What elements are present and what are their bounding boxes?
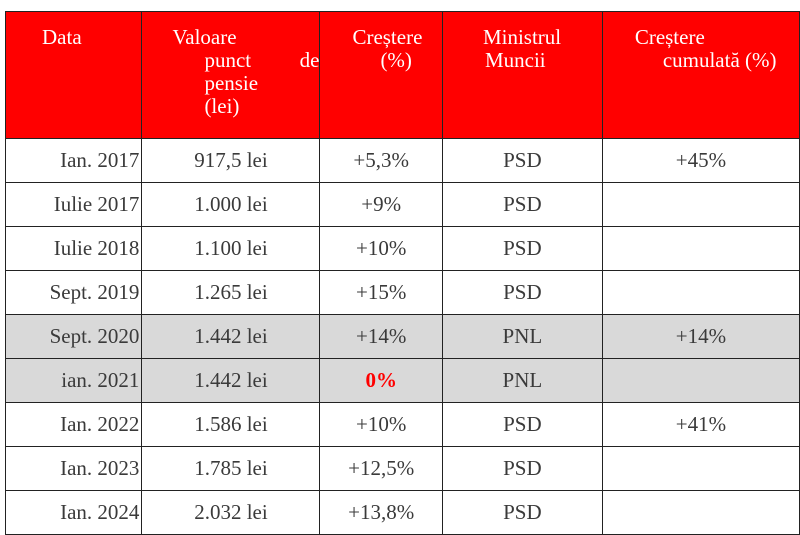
cell-growth-zero: 0%	[320, 359, 443, 403]
cell-cumulative: +41%	[602, 403, 799, 447]
cell-growth: +14%	[320, 315, 443, 359]
cell-cumulative: +14%	[602, 315, 799, 359]
table-row	[6, 491, 800, 535]
cell-date: Ian. 2024	[6, 491, 142, 535]
header-cumulative-line1: Creștere	[634, 25, 705, 49]
cell-cumulative	[602, 359, 799, 403]
header-value-line3: pensie	[204, 71, 259, 95]
table-row	[6, 183, 800, 227]
cell-minister: PNL	[442, 359, 602, 403]
table-row-highlighted	[6, 315, 800, 359]
cell-cumulative	[602, 183, 799, 227]
cell-value: 1.785 lei	[142, 447, 320, 491]
cell-growth: +5,3%	[320, 139, 443, 183]
header-minister-line1: Ministrul	[482, 25, 562, 49]
table-row-highlighted	[6, 359, 800, 403]
cell-date: Ian. 2022	[6, 403, 142, 447]
cell-cumulative	[602, 227, 799, 271]
header-value-line1: Valoare	[172, 25, 237, 49]
cell-growth: +15%	[320, 271, 443, 315]
header-value-line2b: de	[299, 48, 320, 72]
cell-minister: PSD	[442, 403, 602, 447]
cell-minister: PSD	[442, 227, 602, 271]
table-row	[6, 139, 800, 183]
cell-cumulative	[602, 491, 799, 535]
header-minister-line2: Muncii	[484, 48, 546, 72]
cell-date: Ian. 2023	[6, 447, 142, 491]
cell-minister: PSD	[442, 447, 602, 491]
cell-cumulative	[602, 271, 799, 315]
cell-value: 1.586 lei	[142, 403, 320, 447]
table-row	[6, 447, 800, 491]
table-header-row	[6, 12, 800, 139]
cell-growth: +12,5%	[320, 447, 443, 491]
header-cumulative-line2: cumulată (%)	[662, 48, 777, 72]
cell-cumulative: +45%	[602, 139, 799, 183]
cell-date: Iulie 2017	[6, 183, 142, 227]
header-cumulative	[602, 12, 799, 139]
cell-date: ian. 2021	[6, 359, 142, 403]
header-growth	[320, 12, 443, 139]
cell-minister: PSD	[442, 183, 602, 227]
cell-growth: +10%	[320, 227, 443, 271]
table-row	[6, 403, 800, 447]
table-row	[6, 271, 800, 315]
header-growth-line2: (%)	[380, 48, 412, 72]
header-value-line2	[172, 49, 319, 72]
header-growth-line1: Creștere	[352, 25, 423, 49]
cell-growth: +10%	[320, 403, 443, 447]
cell-date: Sept. 2020	[6, 315, 142, 359]
cell-cumulative	[602, 447, 799, 491]
cell-growth: +9%	[320, 183, 443, 227]
cell-date: Ian. 2017	[6, 139, 142, 183]
cell-minister: PSD	[442, 271, 602, 315]
cell-value: 1.100 lei	[142, 227, 320, 271]
header-value-line4: (lei)	[204, 94, 240, 118]
cell-date: Sept. 2019	[6, 271, 142, 315]
header-date-label: Data	[42, 25, 82, 49]
cell-minister: PSD	[442, 139, 602, 183]
cell-value: 1.000 lei	[142, 183, 320, 227]
pension-point-table	[5, 11, 800, 535]
header-value-line2a: punct	[204, 48, 252, 72]
cell-value: 917,5 lei	[142, 139, 320, 183]
header-minister	[442, 12, 602, 139]
header-value	[142, 12, 320, 139]
cell-minister: PNL	[442, 315, 602, 359]
table-row	[6, 227, 800, 271]
cell-value: 2.032 lei	[142, 491, 320, 535]
cell-value: 1.265 lei	[142, 271, 320, 315]
cell-value: 1.442 lei	[142, 359, 320, 403]
header-date	[6, 12, 142, 139]
cell-value: 1.442 lei	[142, 315, 320, 359]
cell-growth: +13,8%	[320, 491, 443, 535]
cell-minister: PSD	[442, 491, 602, 535]
cell-date: Iulie 2018	[6, 227, 142, 271]
